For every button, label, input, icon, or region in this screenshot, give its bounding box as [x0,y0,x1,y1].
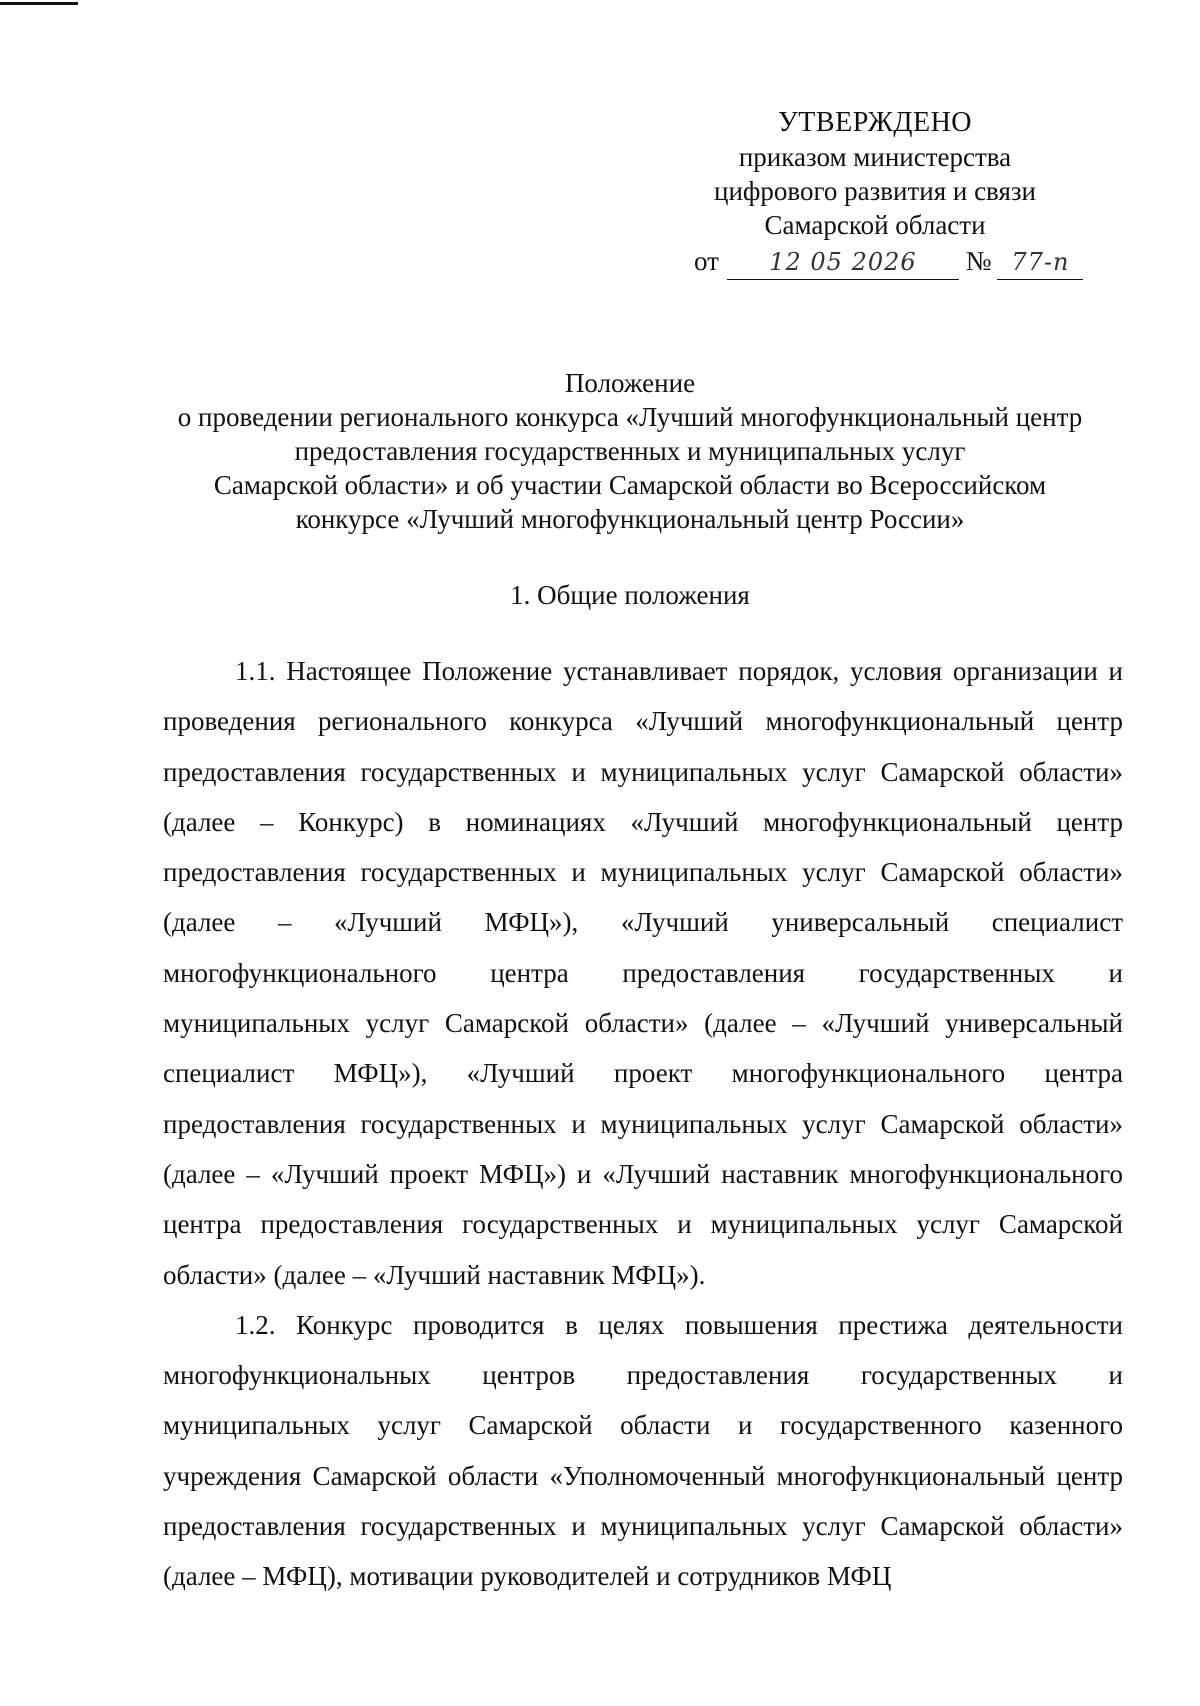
document-title-line-5: конкурсе «Лучший многофункциональный центр России» [295,504,965,534]
order-date-number-line [694,244,1094,280]
document-title-line-3: предоставления государственных и муниципальных услуг [294,436,966,466]
document-title-line-2: о проведении регионального конкурса «Лучший многофункциональный центр [177,402,1083,432]
paragraph-1-1: 1.1. Настоящее Положение устанавливает порядок, условия организации и проведения регионального конкурса «Лучший многофункциональный центр предоставления государственных и муниципальных услуг Самарской области» (далее – Конкурс) в номинациях «Лучший многофункциональный центр предоставления государственных и муниципальных услуг Самарской области» (далее – «Лучший МФЦ»), «Лучший универсальный специалист многофункционального центра предоставления государственных и муниципальных услуг Самарской области» (далее – «Лучший универсальный специалист МФЦ»), «Лучший проект многофункционального центра предоставления государственных и муниципальных услуг Самарской области» (далее – «Лучший проект МФЦ») и «Лучший наставник многофункционального центра предоставления государственных и муниципальных услуг Самарской области» (далее – «Лучший наставник МФЦ»). [163,656,1123,1290]
approval-line-1: приказом министерства [738,142,1012,172]
approval-line-3: Самарской области [764,210,986,240]
scan-edge-mark [0,2,78,5]
document-title-line-4: Самарской области» и об участии Самарской области во Всероссийском [213,470,1047,500]
approval-stamp-block [690,106,1060,242]
section-body [163,646,1123,1602]
approval-line-2: цифрового развития и связи [714,176,1036,206]
paragraph-1-2: 1.2. Конкурс проводится в целях повышения престижа деятельности многофункциональных центров предоставления государственных и муниципальных услуг Самарской области и государственного казенного учреждения Самарской области «Уполномоченный многофункциональный центр предоставления государственных и муниципальных услуг Самарской области» (далее – МФЦ), мотивации руководителей и сотрудников МФЦ [163,1309,1123,1592]
handwritten-date: 12 05 2026 [727,245,959,280]
date-prefix: от [694,246,719,276]
document-title [140,366,1120,536]
handwritten-number: 77-п [997,245,1083,280]
document-title-line-1: Положение [564,368,696,398]
approval-title: УТВЕРЖДЕНО [777,107,973,138]
section-heading: 1. Общие положения [510,580,750,610]
number-prefix: № [965,246,992,276]
